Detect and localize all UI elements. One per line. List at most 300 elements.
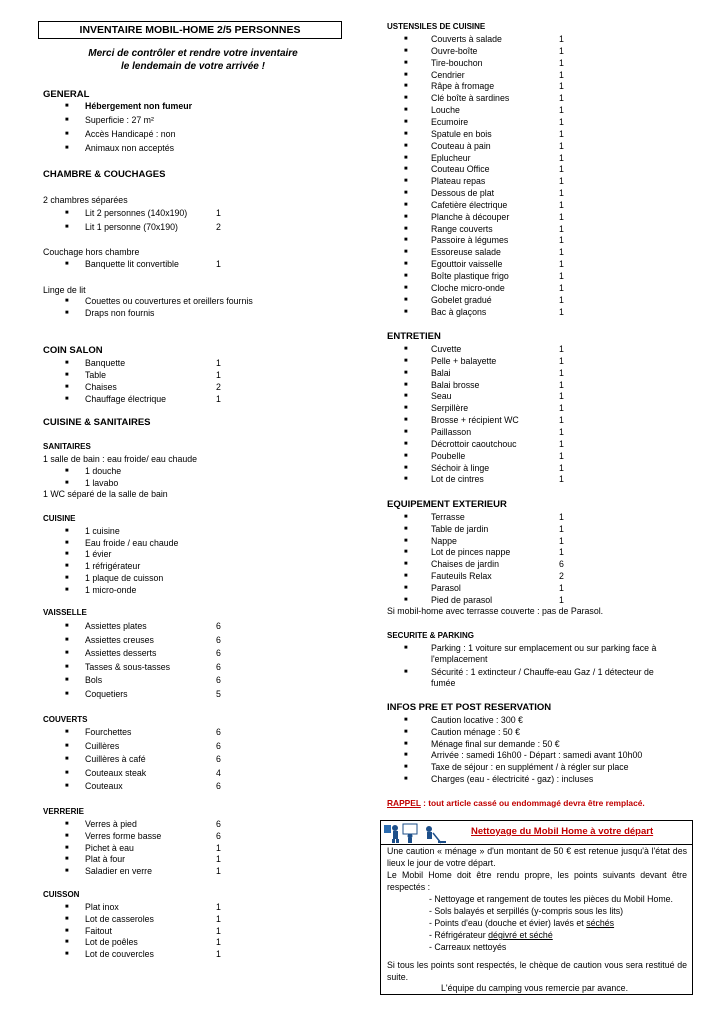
securite-heading: SECURITE & PARKING: [387, 631, 474, 640]
item-label: Paillasson: [431, 426, 472, 437]
bullet-icon: ■: [65, 690, 69, 697]
item-label: Cuvette: [431, 344, 462, 354]
item-label: Faitout: [85, 925, 112, 936]
bullet-icon: ■: [65, 663, 69, 670]
item-label: Draps non fournis: [85, 308, 155, 318]
bullet-icon: ■: [65, 915, 69, 922]
bullet-icon: ■: [404, 645, 408, 651]
item-label: Lot de pinces nappe: [431, 547, 511, 558]
item-label: Caution locative : 300 €: [431, 715, 523, 725]
item-label: 1 plaque de cuisson: [85, 572, 164, 583]
item-label: Nappe: [431, 535, 457, 546]
item-quantity: 1: [559, 282, 564, 293]
nettoyage-list-4-underlined: dégivré et séché: [488, 930, 553, 940]
item-label: Tasses & sous-tasses: [85, 661, 171, 672]
item-label: Ménage final sur demande : 50 €: [431, 738, 560, 749]
rappel-line: [387, 798, 645, 808]
bullet-icon: ■: [404, 776, 408, 782]
item-label: Cloche micro-onde: [431, 282, 505, 293]
item-label: Range couverts: [431, 223, 493, 234]
item-quantity: 1: [559, 93, 564, 104]
item-quantity: 1: [559, 164, 564, 175]
item-quantity: 1: [216, 949, 221, 960]
bullet-icon: ■: [404, 393, 408, 400]
item-quantity: 1: [559, 450, 564, 461]
item-quantity: 1: [559, 188, 564, 199]
item-label: Chauffage électrique: [85, 394, 167, 404]
bullet-icon: ■: [65, 939, 69, 946]
item-quantity: 1: [559, 271, 564, 281]
item-quantity: 1: [216, 937, 221, 948]
bullet-icon: ■: [404, 561, 408, 568]
exterieur-note: Si mobil-home avec terrasse couverte : pas de Parasol.: [387, 606, 604, 616]
item-quantity: 1: [559, 140, 564, 151]
item-label: Ouvre-boîte: [431, 45, 478, 56]
item-label: Essoreuse salade: [431, 247, 501, 258]
bullet-icon: ■: [65, 551, 69, 558]
item-label: Verres forme basse: [85, 830, 162, 841]
item-label: Chaises de jardin: [431, 559, 499, 570]
bullet-icon: ■: [65, 832, 69, 839]
chambre-heading: CHAMBRE & COUCHAGES: [43, 169, 166, 180]
nettoyage-list-5: - Carreaux nettoyés: [429, 942, 507, 952]
general-heading: GENERAL: [43, 89, 90, 100]
item-quantity: 1: [216, 208, 221, 218]
rappel-text: : tout article cassé ou endommagé devra être remplacé.: [420, 798, 645, 808]
item-label: Banquette lit convertible: [85, 259, 179, 269]
item-quantity: 6: [216, 675, 221, 685]
item-quantity: 1: [559, 81, 564, 92]
bullet-icon: ■: [65, 856, 69, 863]
item-quantity: 1: [559, 594, 564, 605]
item-label: Cuillères: [85, 740, 120, 751]
nettoyage-p3: Si tous les points sont respectés, le chèque de caution vous sera restitué de suite.: [387, 960, 687, 982]
item-quantity: 6: [216, 634, 221, 645]
bullet-icon: ■: [65, 117, 69, 123]
item-label: 1 lavabo: [85, 478, 119, 488]
item-label: Planche à découper: [431, 211, 510, 222]
item-label: Boîte plastique frigo: [431, 271, 509, 281]
nettoyage-list-4: [429, 930, 553, 942]
bullet-icon: ■: [65, 384, 69, 390]
item-label: Gobelet gradué: [431, 294, 492, 305]
securite-parking-2: l'emplacement: [431, 654, 488, 664]
item-label: Assiettes plates: [85, 621, 147, 631]
bullet-icon: ■: [65, 261, 69, 267]
item-quantity: 1: [559, 582, 564, 593]
item-quantity: 1: [216, 394, 221, 404]
item-quantity: 1: [216, 902, 221, 912]
item-label: Couteau à pain: [431, 140, 491, 151]
item-quantity: 1: [559, 379, 564, 390]
item-label: Tire-bouchon: [431, 57, 483, 68]
item-label: Superficie : 27 m²: [85, 115, 154, 125]
item-label: Eau froide / eau chaude: [85, 537, 179, 548]
item-label: Décrottoir caoutchouc: [431, 438, 517, 449]
item-label: Fourchettes: [85, 727, 132, 737]
item-quantity: 1: [559, 547, 564, 558]
item-label: Passoire à légumes: [431, 235, 509, 246]
item-quantity: 1: [559, 152, 564, 163]
item-quantity: 1: [559, 259, 564, 270]
item-quantity: 1: [559, 247, 564, 258]
item-label: Brosse + récipient WC: [431, 415, 519, 426]
bullet-icon: ■: [404, 178, 408, 185]
chambre-note-3: Linge de lit: [43, 285, 86, 295]
item-label: Plat inox: [85, 902, 119, 912]
item-quantity: 1: [559, 462, 564, 473]
bullet-icon: ■: [404, 213, 408, 220]
bullet-icon: ■: [404, 549, 408, 556]
item-quantity: 1: [216, 370, 221, 380]
bullet-icon: ■: [404, 237, 408, 244]
item-label: Arrivée : samedi 16h00 - Départ : samedi avant 10h00: [431, 750, 643, 761]
item-quantity: 6: [216, 830, 221, 841]
item-label: Plateau repas: [431, 176, 486, 187]
bullet-icon: ■: [404, 201, 408, 208]
bullet-icon: ■: [404, 537, 408, 544]
item-label: Couverts à salade: [431, 34, 502, 44]
bullet-icon: ■: [404, 596, 408, 603]
item-label: Coquetiers: [85, 688, 128, 699]
vaisselle-heading: VAISSELLE: [43, 608, 87, 617]
securite-parking-1: Parking : 1 voiture sur emplacement ou sur parking face à: [431, 643, 657, 653]
bullet-icon: ■: [404, 669, 408, 675]
item-quantity: 6: [216, 781, 221, 791]
bullet-icon: ■: [65, 145, 69, 151]
item-label: Terrasse: [431, 512, 465, 522]
bullet-icon: ■: [65, 636, 69, 643]
nettoyage-list-2: - Sols balayés et serpillés (y-compris sous les lits): [429, 906, 624, 916]
cuisson-heading: CUISSON: [43, 890, 80, 899]
bullet-icon: ■: [65, 360, 69, 366]
item-label: Balai brosse: [431, 379, 480, 390]
salon-heading: COIN SALON: [43, 345, 103, 356]
bullet-icon: ■: [404, 584, 408, 591]
cuisine-sanitaires-heading: CUISINE & SANITAIRES: [43, 417, 151, 428]
bullet-icon: ■: [404, 452, 408, 459]
securite-line-2: fumée: [431, 678, 456, 688]
nettoyage-list-3-underlined: séchés: [586, 918, 615, 928]
bullet-icon: ■: [65, 210, 69, 216]
bullet-icon: ■: [65, 623, 69, 629]
item-quantity: 1: [216, 358, 221, 368]
item-label: Animaux non acceptés: [85, 143, 174, 153]
item-label: Parasol: [431, 582, 461, 593]
intro-text: [43, 47, 343, 73]
item-quantity: 1: [559, 45, 564, 56]
item-quantity: 2: [559, 571, 564, 581]
item-label: Râpe à fromage: [431, 81, 495, 92]
item-label: Lit 1 personne (70x190): [85, 222, 178, 232]
bullet-icon: ■: [404, 95, 408, 102]
bullet-icon: ■: [404, 728, 408, 735]
item-label: Lit 2 personnes (140x190): [85, 208, 188, 218]
item-label: Lot de poêles: [85, 937, 138, 948]
item-label: Pichet à eau: [85, 842, 134, 853]
item-quantity: 6: [216, 661, 221, 672]
item-label: Lot de cintres: [431, 474, 484, 485]
item-quantity: 1: [559, 294, 564, 305]
item-quantity: 6: [216, 621, 221, 631]
item-quantity: 5: [216, 688, 221, 699]
item-quantity: 1: [216, 913, 221, 924]
bullet-icon: ■: [65, 650, 69, 656]
bullet-icon: ■: [404, 440, 408, 447]
bullet-icon: ■: [404, 573, 408, 579]
item-label: Couteaux: [85, 781, 123, 791]
item-quantity: 1: [216, 259, 221, 269]
intro-line-1: Merci de contrôler et rendre votre inventaire: [88, 48, 298, 59]
bullet-icon: ■: [65, 563, 69, 570]
bullet-icon: ■: [404, 405, 408, 412]
sanitaires-heading: SANITAIRES: [43, 442, 91, 451]
item-label: Taxe de séjour : en supplément / à régler sur place: [431, 762, 629, 773]
bullet-icon: ■: [404, 308, 408, 315]
bullet-icon: ■: [404, 525, 408, 532]
securite-line-1: Sécurité : 1 extincteur / Chauffe-eau Gaz / 1 détecteur de: [431, 667, 654, 677]
item-quantity: 2: [216, 382, 221, 392]
bullet-icon: ■: [404, 71, 408, 78]
bullet-icon: ■: [404, 166, 408, 173]
item-quantity: 1: [559, 355, 564, 366]
bullet-icon: ■: [404, 346, 408, 352]
item-quantity: 1: [559, 344, 564, 354]
item-quantity: 1: [559, 34, 564, 44]
item-quantity: 1: [559, 403, 564, 414]
infos-heading: INFOS PRE ET POST RESERVATION: [387, 702, 552, 713]
bullet-icon: ■: [65, 756, 69, 762]
bullet-icon: ■: [404, 428, 408, 435]
item-label: Plat à four: [85, 854, 126, 865]
bullet-icon: ■: [404, 47, 408, 54]
nettoyage-sign: L'équipe du camping vous remercie par avance.: [441, 983, 629, 993]
item-quantity: 1: [559, 57, 564, 68]
exterieur-heading: EQUIPEMENT EXTERIEUR: [387, 499, 507, 510]
bullet-icon: ■: [404, 154, 408, 161]
item-quantity: 1: [559, 474, 564, 485]
item-label: Fauteuils Relax: [431, 571, 492, 581]
bullet-icon: ■: [404, 225, 408, 232]
bullet-icon: ■: [65, 769, 69, 776]
item-quantity: 6: [216, 754, 221, 764]
bullet-icon: ■: [65, 821, 69, 827]
item-quantity: 1: [216, 866, 221, 877]
item-quantity: 1: [559, 223, 564, 234]
bullet-icon: ■: [404, 118, 408, 125]
item-label: Louche: [431, 105, 460, 116]
bullet-icon: ■: [65, 131, 69, 137]
item-quantity: 1: [216, 925, 221, 936]
bullet-icon: ■: [65, 468, 69, 474]
bullet-icon: ■: [65, 927, 69, 934]
item-label: Bac à glaçons: [431, 306, 487, 317]
item-quantity: 1: [559, 415, 564, 426]
item-label: Poubelle: [431, 450, 466, 461]
item-label: Spatule en bois: [431, 128, 492, 139]
entretien-heading: ENTRETIEN: [387, 331, 441, 342]
bullet-icon: ■: [404, 130, 408, 137]
item-quantity: 1: [559, 306, 564, 317]
item-label: Table de jardin: [431, 523, 489, 534]
bullet-icon: ■: [65, 539, 69, 546]
item-label: Banquette: [85, 358, 126, 368]
bullet-icon: ■: [404, 764, 408, 771]
bullet-icon: ■: [65, 224, 69, 230]
item-label: Pied de parasol: [431, 594, 493, 605]
sanitaires-note: 1 salle de bain : eau froide/ eau chaude: [43, 454, 198, 464]
bullet-icon: ■: [65, 729, 69, 735]
item-quantity: 1: [559, 391, 564, 402]
item-label: Saladier en verre: [85, 866, 152, 877]
nettoyage-title: Nettoyage du Mobil Home à votre départ: [471, 826, 654, 837]
item-label: Balai: [431, 367, 451, 378]
item-quantity: 1: [559, 523, 564, 534]
item-quantity: 1: [216, 854, 221, 865]
bullet-icon: ■: [404, 107, 408, 114]
item-label: 1 cuisine: [85, 526, 120, 536]
nettoyage-header: [381, 821, 692, 845]
item-quantity: 1: [559, 211, 564, 222]
nettoyage-p1: Une caution « ménage » d'un montant de 50 € est retenue jusqu'à l'état des lieux le jour de votre départ.: [387, 846, 687, 868]
bullet-icon: ■: [404, 249, 408, 256]
bullet-icon: ■: [404, 142, 408, 149]
page-title: INVENTAIRE MOBIL-HOME 2/5 PERSONNES: [38, 21, 342, 39]
bullet-icon: ■: [65, 372, 69, 378]
item-quantity: 1: [559, 235, 564, 246]
item-label: Couteaux steak: [85, 767, 147, 778]
nettoyage-list-3: [429, 918, 614, 930]
bullet-icon: ■: [65, 396, 69, 402]
item-label: Cafetière électrique: [431, 199, 508, 210]
item-quantity: 1: [559, 367, 564, 378]
bullet-icon: ■: [65, 951, 69, 958]
item-quantity: 2: [216, 222, 221, 232]
item-label: Assiettes creuses: [85, 634, 154, 645]
item-quantity: 6: [216, 740, 221, 751]
cleaning-people-icon: [383, 822, 449, 844]
bullet-icon: ■: [404, 514, 408, 520]
wc-note: 1 WC séparé de la salle de bain: [43, 489, 168, 499]
chambre-note-2: Couchage hors chambre: [43, 247, 140, 257]
item-label: Caution ménage : 50 €: [431, 726, 521, 737]
bullet-icon: ■: [404, 83, 408, 90]
bullet-icon: ■: [404, 261, 408, 268]
item-label: Serpillère: [431, 403, 469, 414]
bullet-icon: ■: [404, 357, 408, 364]
nettoyage-list-3-text: - Points d'eau (douche et évier) lavés et: [429, 918, 587, 928]
item-quantity: 1: [559, 105, 564, 116]
cuisine-heading: CUISINE: [43, 514, 76, 523]
item-quantity: 1: [559, 176, 564, 187]
rappel-label: RAPPEL: [387, 798, 421, 808]
item-quantity: 6: [559, 559, 564, 570]
ustensiles-heading: USTENSILES DE CUISINE: [387, 22, 486, 31]
item-quantity: 1: [559, 199, 564, 210]
item-label: Table: [85, 370, 107, 380]
item-label: Cendrier: [431, 69, 465, 80]
item-label: Chaises: [85, 382, 117, 392]
nettoyage-p2: Le Mobil Home doit être rendu propre, les points suivants devant être respectés :: [387, 870, 687, 892]
bullet-icon: ■: [404, 369, 408, 376]
bullet-icon: ■: [65, 586, 69, 593]
bullet-icon: ■: [65, 783, 69, 789]
bullet-icon: ■: [65, 574, 69, 581]
bullet-icon: ■: [404, 36, 408, 42]
item-label: Couettes ou couvertures et oreillers fournis: [85, 296, 253, 306]
item-label: Seau: [431, 391, 452, 402]
bullet-icon: ■: [404, 381, 408, 388]
chambre-note-1: 2 chambres séparées: [43, 195, 128, 205]
item-quantity: 6: [216, 819, 221, 829]
bullet-icon: ■: [404, 284, 408, 291]
item-label: Séchoir à linge: [431, 462, 490, 473]
bullet-icon: ■: [65, 528, 69, 534]
item-label: Verres à pied: [85, 819, 137, 829]
item-label: Egouttoir vaisselle: [431, 259, 503, 270]
item-label: Couteau Office: [431, 164, 490, 175]
bullet-icon: ■: [65, 904, 69, 910]
bullet-icon: ■: [404, 476, 408, 483]
bullet-icon: ■: [65, 844, 69, 851]
item-quantity: 6: [216, 727, 221, 737]
verrerie-heading: VERRERIE: [43, 807, 84, 816]
item-label: Hébergement non fumeur: [85, 101, 193, 111]
item-label: Pelle + balayette: [431, 355, 497, 366]
item-quantity: 1: [559, 512, 564, 522]
bullet-icon: ■: [65, 310, 69, 316]
item-quantity: 1: [559, 438, 564, 449]
bullet-icon: ■: [65, 480, 69, 486]
item-label: 1 réfrigérateur: [85, 561, 141, 572]
bullet-icon: ■: [65, 868, 69, 875]
bullet-icon: ■: [404, 417, 408, 424]
bullet-icon: ■: [404, 273, 408, 279]
nettoyage-box: [380, 820, 693, 995]
item-label: Lot de casseroles: [85, 913, 154, 924]
couverts-heading: COUVERTS: [43, 715, 88, 724]
item-label: 1 évier: [85, 549, 112, 560]
bullet-icon: ■: [404, 296, 408, 303]
item-quantity: 4: [216, 767, 221, 778]
item-quantity: 1: [559, 128, 564, 139]
item-quantity: 6: [216, 648, 221, 658]
item-quantity: 1: [559, 426, 564, 437]
bullet-icon: ■: [65, 298, 69, 304]
bullet-icon: ■: [404, 190, 408, 197]
bullet-icon: ■: [404, 717, 408, 723]
intro-line-2: le lendemain de votre arrivée !: [121, 61, 265, 72]
item-label: Eplucheur: [431, 152, 471, 163]
bullet-icon: ■: [65, 103, 69, 109]
item-quantity: 1: [559, 69, 564, 80]
item-quantity: 1: [216, 842, 221, 853]
bullet-icon: ■: [404, 59, 408, 66]
item-label: Bols: [85, 675, 103, 685]
item-label: Charges (eau - électricité - gaz) : incluses: [431, 774, 594, 784]
nettoyage-list-1: - Nettoyage et rangement de toutes les pièces du Mobil Home.: [429, 894, 674, 904]
item-label: Assiettes desserts: [85, 648, 157, 658]
item-label: 1 douche: [85, 466, 122, 476]
bullet-icon: ■: [404, 740, 408, 747]
item-quantity: 1: [559, 535, 564, 546]
bullet-icon: ■: [65, 677, 69, 683]
item-label: Cuillères à café: [85, 754, 146, 764]
item-label: Clé boîte à sardines: [431, 93, 510, 104]
item-label: Ecumoire: [431, 116, 469, 127]
item-label: Accès Handicapé : non: [85, 129, 176, 139]
bullet-icon: ■: [404, 752, 408, 759]
